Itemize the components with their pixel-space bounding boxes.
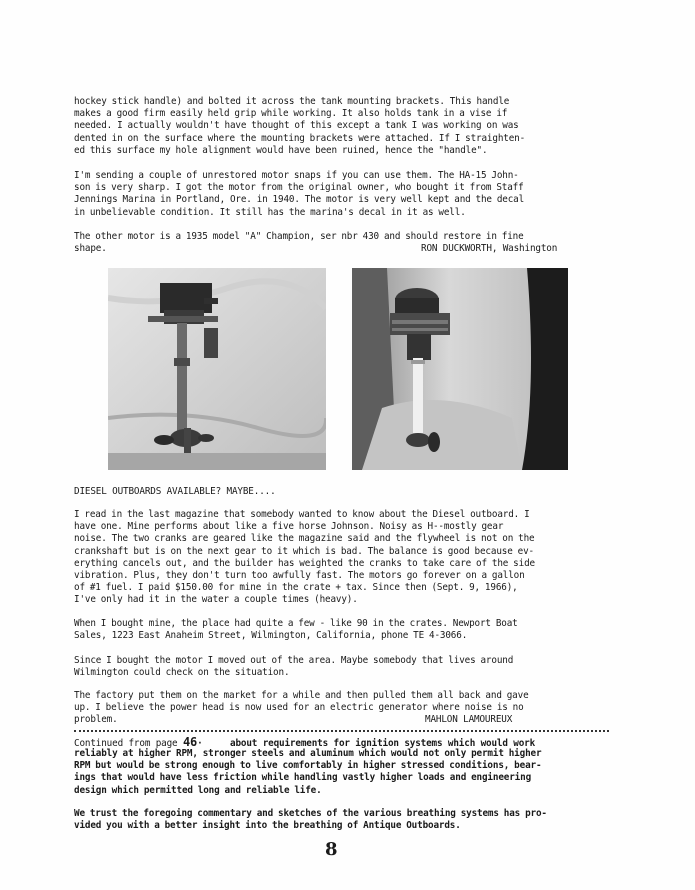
paragraph-champion: The other motor is a 1935 model "A" Champion, ser nbr 430 and should restore in fine shape. — [74, 231, 524, 255]
signature-mahlon-lamoureux: MAHLON LAMOUREUX — [425, 714, 513, 725]
paragraph-handle: hockey stick handle) and bolted it across the tank mounting brackets. This handle makes a good firm easily held grip while working. It also holds tank in a vise if needed. I actually wouldn't have thought of this except a tank I was working on was dented in on the surface where the mounting brackets were attached. If I straighten- ed this surface my hole alignment would have been ruined, hence the "handle". — [74, 96, 526, 156]
continued-line: Continued from page 46· about requirements for ignition systems which would work — [74, 735, 536, 749]
paragraph-motor-snaps: I'm sending a couple of unrestored motor snaps if you can use them. The HA-15 John- son is very sharp. I got the motor from the original owner, who bought it from Staff Jennings Marina in Portland, Ore. in 1940. The motor is very well kept and the decal in unbelievable condition. It still has the marina's decal in it as well. — [74, 170, 525, 218]
paragraph-breathing-systems: We trust the foregoing commentary and sketches of the various breathing systems has pro- vided you with a better insight into the breathing of Antique Outboards. — [74, 808, 547, 832]
continued-label: Continued from page — [74, 738, 178, 749]
heading-diesel-outboards: DIESEL OUTBOARDS AVAILABLE? MAYBE.... — [74, 486, 276, 497]
paragraph-moved-away: Since I bought the motor I moved out of the area. Maybe somebody that lives around Wilmington could check on the situation. — [74, 655, 514, 679]
page-number: 8 — [325, 839, 338, 860]
paragraph-ignition-requirements: reliably at higher RPM, stronger steels and aluminum which would not only permit higher RPM but would be strong enough to live comfortably in higher stressed conditions, bear- ings that would have less friction while handling vastly higher loads and engineering design which permitted long and reliable life. — [74, 748, 542, 796]
photo-champion-motor — [352, 268, 568, 470]
continued-text: about requirements for ignition systems which would work — [230, 738, 536, 749]
continued-page-number: 46 — [182, 735, 198, 749]
signature-ron-duckworth: RON DUCKWORTH, Washington — [421, 243, 558, 254]
dotted-divider — [74, 730, 609, 732]
paragraph-factory-pulled: The factory put them on the market for a while and then pulled them all back and gave up. I believe the power head is now used for an electric generator where noise is no problem. — [74, 690, 529, 726]
paragraph-diesel-description: I read in the last magazine that somebody wanted to know about the Diesel outboard. I have one. Mine performs about like a five horse Johnson. Noisy as H--mostly gear noise. The two cranks are geared like the magazine said and the flywheel is not on the crankshaft but is on the next gear to it which is bad. The balance is good because ev- erything cancels out, and the builder has weighted the cranks to take care of the side vibration. Plus, they don't turn too awfully fast. The motors go forever on a gallon of #1 fuel. I paid $150.00 for mine in the crate + tax. Since then (Sept. 9, 1966), I've only had it in the water a couple times (heavy). — [74, 509, 535, 606]
photo-johnson-motor — [108, 268, 326, 470]
paragraph-newport-boat-sales: When I bought mine, the place had quite a few - like 90 in the crates. Newport Boat Sales, 1223 East Anaheim Street, Wilmington, California, phone TE 4-3066. — [74, 618, 518, 642]
